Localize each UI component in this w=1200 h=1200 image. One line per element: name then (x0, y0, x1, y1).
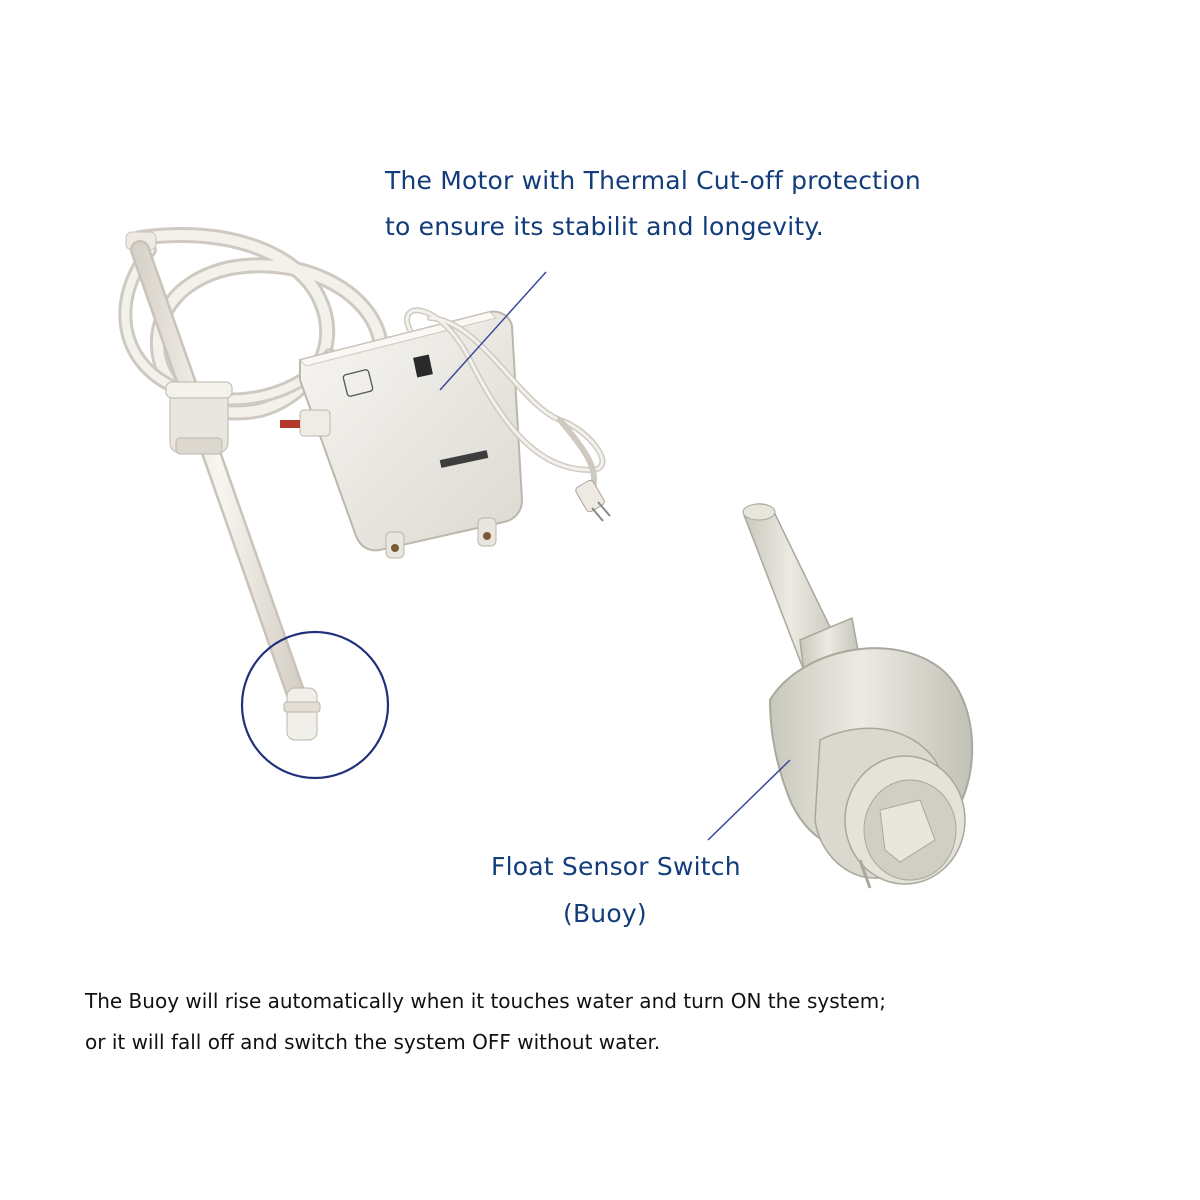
bottle-cap (166, 382, 232, 454)
motor-caption-line-2: to ensure its stabilit and longevity. (385, 212, 824, 241)
motor-caption-line-1: The Motor with Thermal Cut-off protection (385, 166, 921, 195)
description-line-1: The Buoy will rise automatically when it touches water and turn ON the system; (85, 989, 886, 1013)
float-caption-line-2: (Buoy) (563, 899, 647, 928)
tube-end-fitting (284, 688, 320, 740)
float-caption-line-1: Float Sensor Switch (491, 852, 741, 881)
float-pointer-line (708, 760, 790, 840)
float-sensor-buoy (743, 504, 972, 888)
plug (574, 479, 610, 521)
description-line-2: or it will fall off and switch the system OFF without water. (85, 1030, 661, 1054)
intake-tube (126, 232, 298, 700)
